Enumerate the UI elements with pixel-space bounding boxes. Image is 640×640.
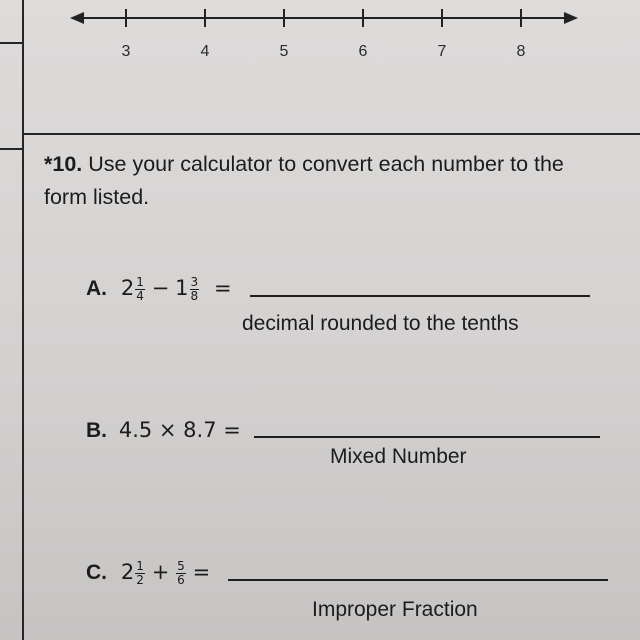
- problem-instruction: Use your calculator to convert each number to the form listed.: [44, 152, 564, 209]
- part-a-whole-2: 1: [175, 276, 189, 301]
- part-a-answer-blank[interactable]: [250, 295, 590, 297]
- part-c-fraction-1: $\frac{1}{2}$: [136, 559, 144, 587]
- number-line-tick-label: 3: [121, 43, 131, 60]
- part-a-equals: =: [214, 276, 232, 301]
- part-b-equation: 4.5 × 8.7 =: [118, 418, 241, 442]
- section-divider: [22, 133, 640, 135]
- part-c-whole-1: 2: [120, 560, 135, 585]
- part-c-target-form: Improper Fraction: [312, 598, 478, 621]
- part-b-letter: B.: [86, 419, 107, 442]
- part-c-equals: =: [192, 560, 211, 585]
- left-arrow-icon: [70, 12, 84, 24]
- right-arrow-icon: [564, 12, 578, 24]
- part-a-fraction-2: $\frac{3}{8}$: [190, 275, 199, 303]
- part-a-fraction-1: $\frac{1}{4}$: [136, 275, 144, 303]
- part-b-expression: [86, 418, 241, 443]
- part-a-target-form: decimal rounded to the tenths: [242, 312, 519, 335]
- part-c-answer-blank[interactable]: [228, 579, 608, 581]
- part-a-whole-1: 2: [120, 276, 135, 301]
- margin-rule-bottom: [0, 148, 22, 150]
- part-a-expression: [86, 276, 232, 303]
- part-a-letter: A.: [86, 277, 107, 301]
- part-c-operator: +: [151, 560, 170, 585]
- number-line-tick-label: 7: [437, 43, 447, 60]
- part-c-fraction-2: $\frac{5}{6}$: [177, 559, 185, 587]
- number-line-tick-label: 6: [358, 43, 368, 60]
- part-b-target-form: Mixed Number: [330, 445, 467, 468]
- part-b-answer-blank[interactable]: [254, 436, 600, 438]
- left-border-line: [22, 0, 24, 640]
- part-c-expression: [86, 560, 210, 587]
- number-line-tick-label: 5: [279, 43, 289, 60]
- number-line-tick-label: 4: [200, 43, 210, 60]
- part-a-operator: −: [151, 276, 170, 301]
- number-line-tick-label: 8: [516, 43, 526, 60]
- problem-number: *10.: [44, 152, 83, 176]
- number-line: [0, 0, 640, 80]
- part-c-letter: C.: [86, 561, 107, 585]
- problem-prompt: [44, 148, 564, 214]
